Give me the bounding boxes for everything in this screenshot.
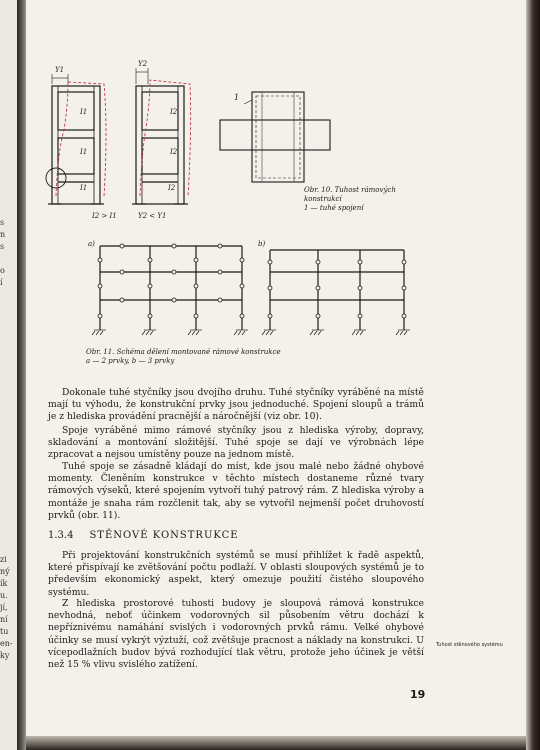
figure-11b-label: b): [258, 240, 266, 248]
margin-note: Tuhost stěnového systému: [436, 642, 503, 648]
left-fragment: u.: [0, 591, 8, 600]
body-paragraph: Při projektování konstrukčních systémů se musí přihlížet k řadě aspektů, které přispívají ke zvětšování počtu podlaží. V oblasti sloupových systémů je to především ekonomický aspekt, který omezuje použití čistého sloupového systému.: [48, 550, 424, 598]
body-paragraph: Z hlediska prostorové tuhosti budovy je sloupová rámová konstrukce nevhodná, neboť účinkem vodorovných sil působením větru dochází k nepříznivému namáhání svislých i vodorovných prvků rámu. Velké ohybové účinky se musí vykrýt výztuží, což zvětšuje pracnost a náklady na konstrukci. U vícepodlažních budov bývá rozhodující tlak větru, protože jeho účinek je větší než 15 % vlivu svislého zatížení.: [48, 598, 424, 671]
left-fragment: zi: [0, 555, 7, 564]
figure-11-caption: [86, 348, 281, 366]
figure-11-caption-line: Obr. 11. Schéma dělení montované rámové konstrukce: [86, 348, 281, 356]
figure-10-caption: [304, 186, 396, 213]
label-i2-lower: I2: [170, 148, 178, 156]
left-fragment: ík: [0, 579, 8, 588]
figure-11a-label: a): [88, 240, 95, 248]
left-fragment: ky: [0, 651, 10, 660]
left-fragment: í: [0, 278, 3, 287]
page-number: 19: [410, 688, 426, 701]
joint-marker-label: 1: [234, 93, 240, 102]
label-y2: Y2: [138, 60, 148, 68]
left-fragment: s: [0, 218, 5, 227]
left-fragment: en-: [0, 639, 13, 648]
label-i1-base: I1: [80, 184, 88, 192]
label-i1-upper: I1: [80, 108, 88, 116]
section-title: STĚNOVÉ KONSTRUKCE: [89, 530, 239, 541]
label-i1-lower: I1: [80, 148, 88, 156]
label-i2-base: I2: [168, 184, 176, 192]
condition-stiffness: I2 > I1: [92, 212, 117, 220]
figure-10-caption-line: 1 — tuhé spojení: [304, 204, 364, 212]
condition-deflection: Y2 < Y1: [138, 212, 167, 220]
left-fragment: tu: [0, 627, 9, 636]
left-fragment: n: [0, 230, 6, 239]
left-fragment: o: [0, 266, 5, 275]
left-fragment: ný: [0, 567, 10, 576]
section-number: 1.3.4: [48, 530, 74, 541]
body-paragraph: Tuhé spoje se zásadně kládají do míst, kde jsou malé nebo žádné ohybové momenty. Členěním konstrukce v těchto místech dostaneme různé tvary rámových výseků, které spojením vytvoří tuhý patrový rám. Z hlediska výroby a montáže je snaha rám rozčlenit tak, aby se vytvořil nejmenší počet druhovostí prvků (obr. 11).: [48, 461, 424, 521]
body-paragraph: Spoje vyráběné mimo rámové styčníky jsou z hlediska výroby, dopravy, skladování a montování složitější. Tuhé spoje se dají ve výrobnách lépe zpracovat a nejsou umístěny pouze na jednom místě.: [48, 425, 424, 461]
label-y1: Y1: [55, 66, 65, 74]
figure-10-caption-line: Obr. 10. Tuhost rámových: [304, 186, 396, 194]
label-i2-upper: I2: [170, 108, 178, 116]
figure-10-caption-line: konstrukcí: [304, 195, 342, 203]
left-fragment: jí,: [0, 603, 8, 612]
body-paragraph: Dokonale tuhé styčníky jsou dvojího druhu. Tuhé styčníky vyráběné na místě mají tu výhodu, že konstrukční prvky jsou jednoduché. Spojení sloupů a trámů je z hlediska provádění pracnější a náročnější (viz obr. 10).: [48, 387, 424, 423]
section-heading: [48, 530, 239, 541]
figure-11-caption-line: a — 2 prvky, b — 3 prvky: [86, 357, 175, 365]
left-fragment: s: [0, 242, 5, 251]
left-fragment: ní: [0, 615, 8, 624]
